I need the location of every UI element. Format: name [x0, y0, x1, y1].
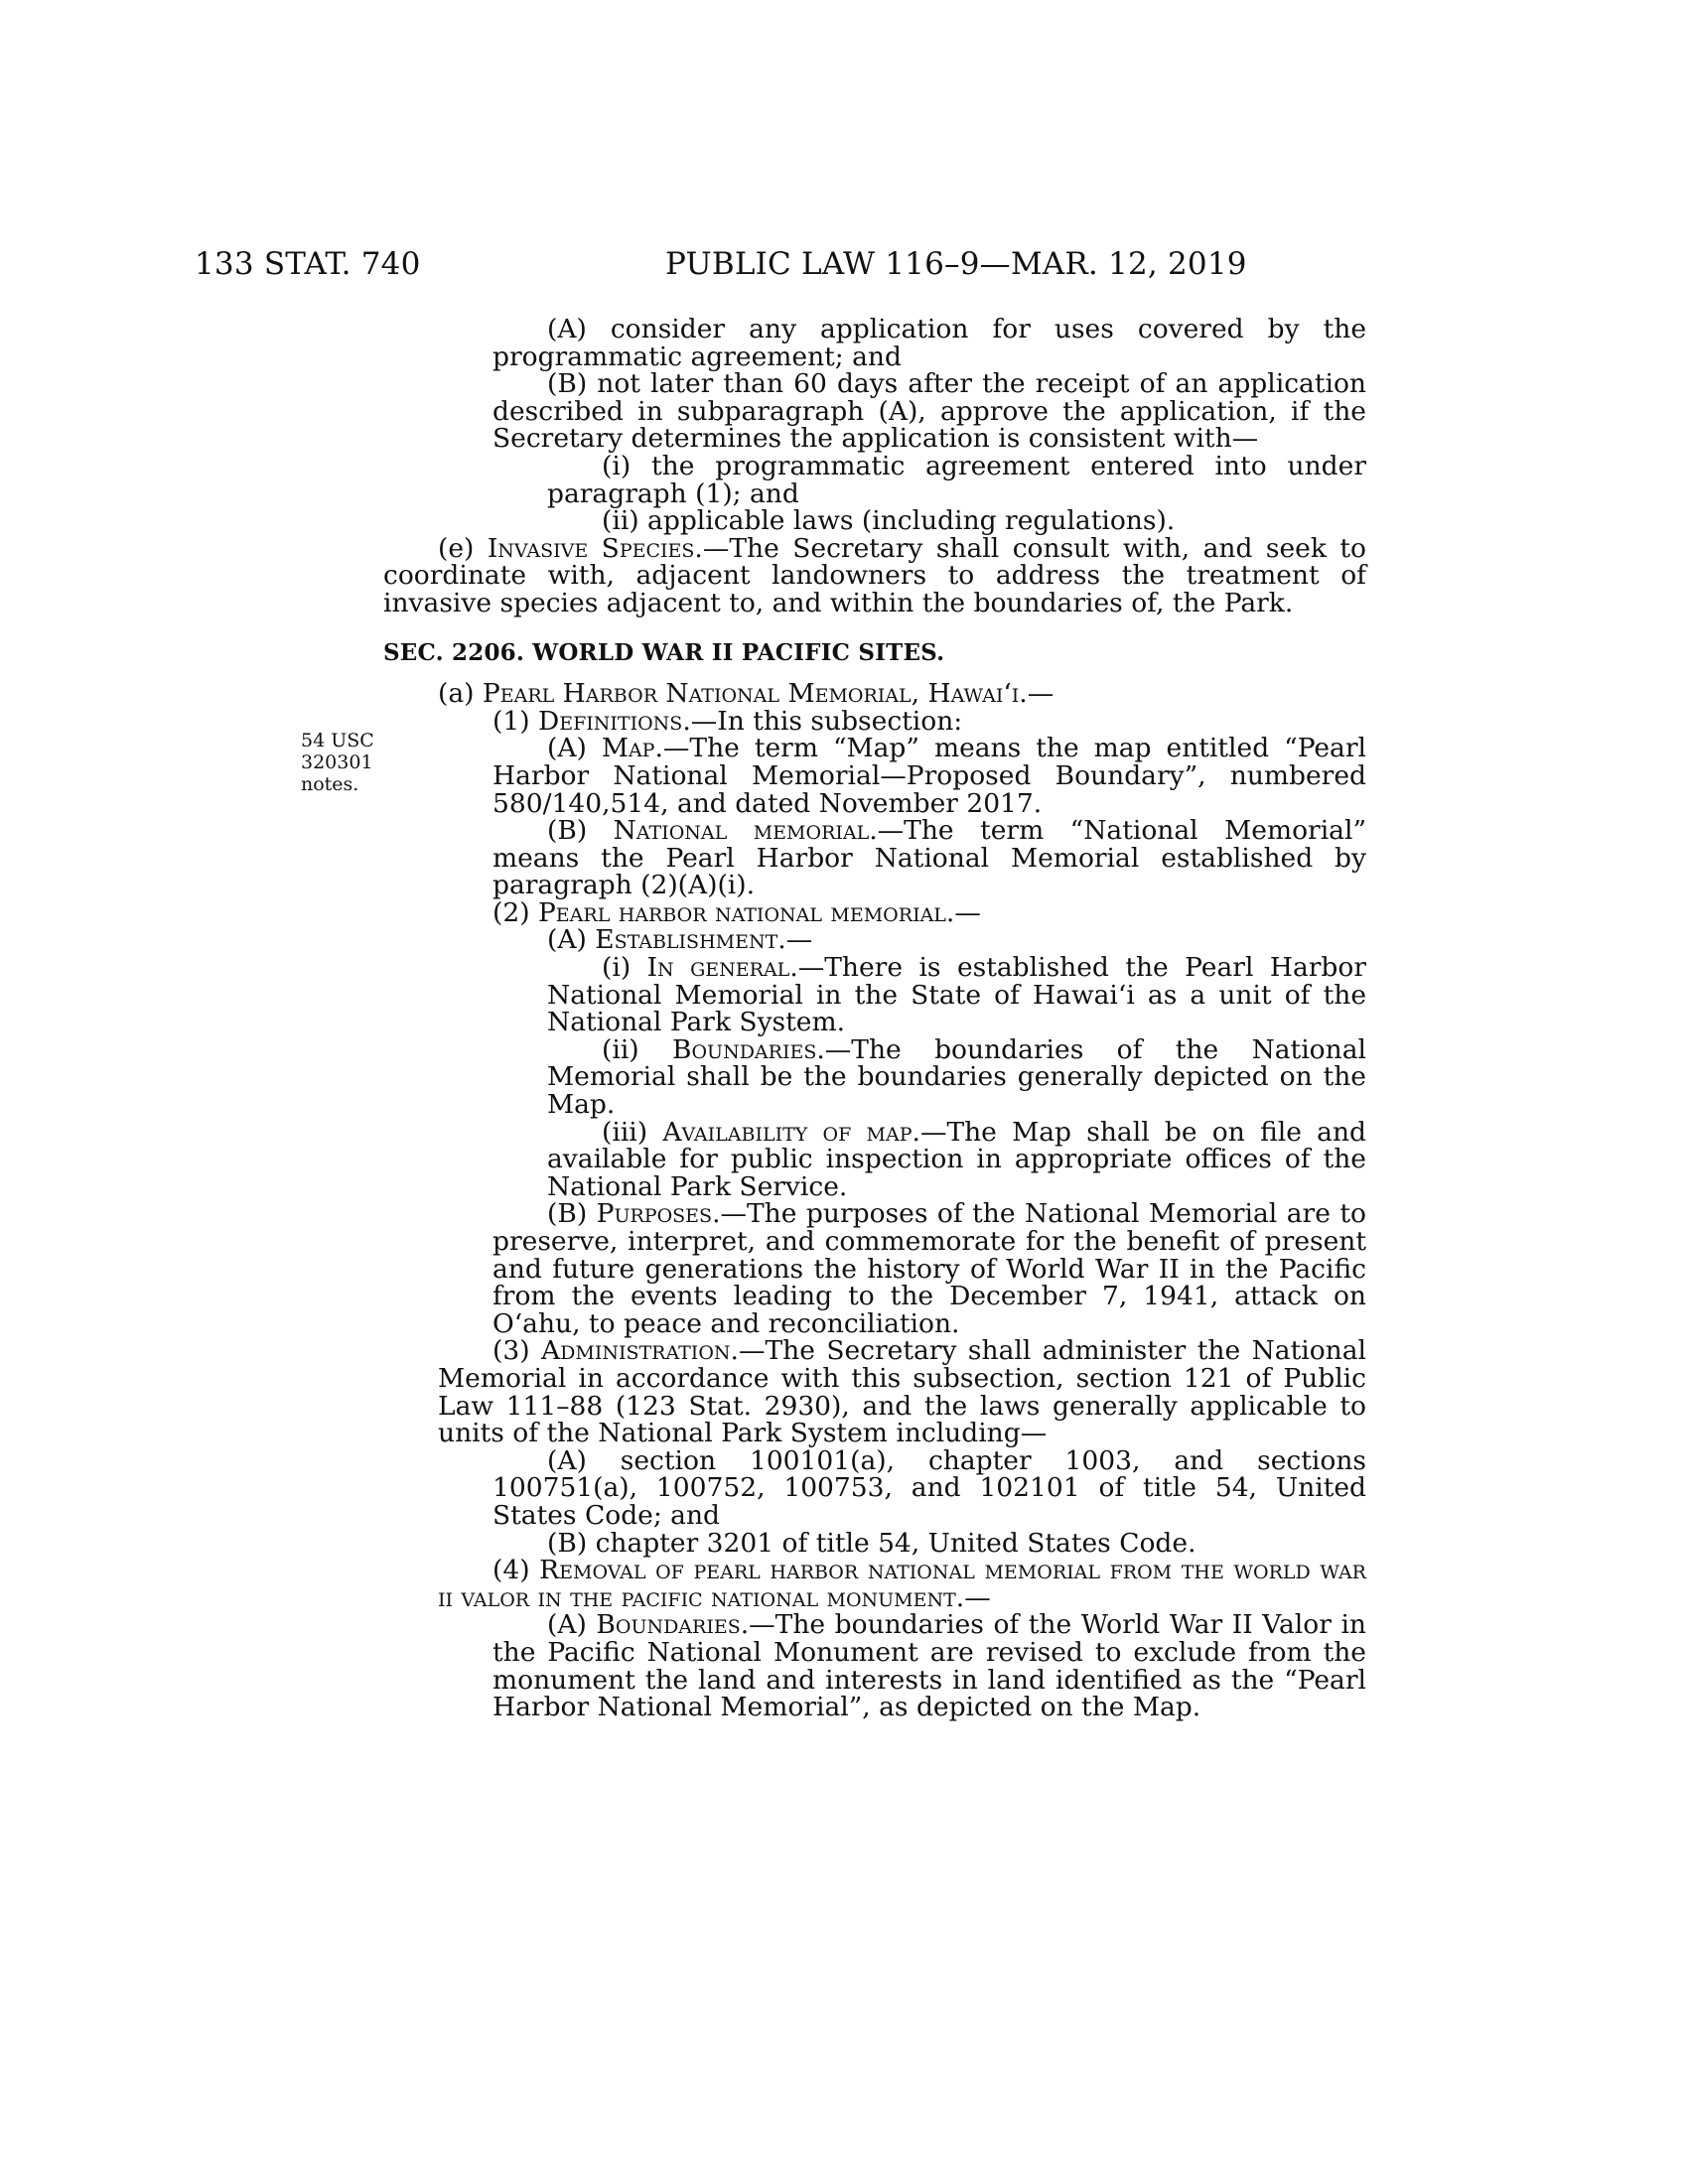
- label: (iii): [602, 1116, 663, 1148]
- caption: Definitions: [537, 705, 683, 737]
- label: (3): [492, 1335, 541, 1367]
- label: (e): [438, 532, 488, 564]
- paragraph-pre-B: (B) not later than 60 days after the receipt of an application described in subparagraph (A), approve the application, if the Secretary determines the application is consistent with—: [492, 368, 1366, 455]
- paragraph-3A: (A) section 100101(a), chapter 1003, and sections 100751(a), 100752, 100753, and 102101 of title 54, United States Code; and: [492, 1444, 1366, 1531]
- margin-note: [301, 730, 450, 795]
- paragraph-e: [383, 532, 1366, 618]
- caption: Purposes: [596, 1198, 713, 1230]
- label: (ii): [602, 1033, 672, 1065]
- caption: Map: [601, 733, 655, 764]
- text: .—The boundaries of the National Memorial shall be the boundaries generally depicted on the Map.: [547, 1033, 1366, 1121]
- text: .—The Secretary shall consult with, and seek to coordinate with, adjacent landowners to address the treatment of invasive species adjacent to, and within the boundaries of, the Park.: [383, 532, 1366, 618]
- text: .—: [945, 896, 981, 928]
- text: .—: [777, 924, 813, 956]
- text: .—The Map shall be on file and available for public inspection in appropriate offices of the National Park Service.: [547, 1116, 1366, 1202]
- text: .—In this subsection:: [682, 705, 963, 737]
- label: (a): [438, 678, 483, 710]
- section-heading: SEC. 2206. WORLD WAR II PACIFIC SITES.: [383, 638, 945, 666]
- paragraph-pre-A: (A) consider any application for uses covered by the programmatic agreement; and: [492, 314, 1366, 372]
- label: (B): [547, 1198, 597, 1230]
- caption: Pearl harbor national memorial: [537, 896, 946, 928]
- caption: Boundaries: [672, 1033, 817, 1065]
- subsection-a: [383, 680, 1366, 708]
- text: .—The term “Map” means the map entitled “Pearl Harbor National Memorial—Proposed Boundary”, numbered 580/140,514, and dated November 2017.: [492, 733, 1366, 819]
- paragraph-2Ai: [492, 954, 1366, 1036]
- paragraph-1: [438, 705, 1366, 737]
- stat-citation: 133 STAT. 740: [195, 246, 421, 282]
- label: (A): [547, 733, 602, 764]
- label: (A): [547, 924, 596, 956]
- caption: Pearl Harbor National Memorial, Hawai‘i: [482, 678, 1020, 710]
- label: (B): [547, 815, 614, 847]
- caption: Boundaries: [596, 1609, 741, 1641]
- text: .—The Secretary shall administer the National Memorial in accordance with this subsection, section 121 of Public Law 111–88 (123 Stat. 2930), and the laws generally applicable to units of the National Park System including—: [438, 1335, 1366, 1449]
- page-header: [0, 246, 1688, 286]
- caption: Administration: [541, 1335, 731, 1367]
- caption: Removal of pearl harbor national memorial from the world war ii valor in the pacific national monument: [438, 1555, 1366, 1613]
- text: .—: [1019, 678, 1055, 710]
- margin-note-line: 54 USC 320301: [301, 730, 374, 773]
- paragraph-1B: [492, 817, 1366, 899]
- caption: In general: [646, 952, 790, 984]
- paragraph-2Aii: [492, 1033, 1366, 1121]
- paragraph-2B: [492, 1200, 1366, 1337]
- text: .—The boundaries of the World War II Valor in the Pacific National Monument are revised to exclude from the monument the land and interests in land identified as the “Pearl Harbor National Memorial”, as depicted on the Map.: [492, 1609, 1366, 1723]
- caption: Invasive Species: [487, 532, 695, 564]
- document-body: [383, 314, 1367, 1723]
- text: .—There is established the Pearl Harbor National Memorial in the State of Hawai‘i as a unit of the National Park System.: [547, 952, 1367, 1038]
- paragraph-1A: [492, 735, 1366, 817]
- caption: National memorial: [613, 815, 870, 847]
- paragraph-4: [438, 1557, 1366, 1611]
- running-head: PUBLIC LAW 116–9—MAR. 12, 2019: [665, 246, 1247, 282]
- paragraph-2Aiii: [492, 1116, 1366, 1202]
- text: .—: [955, 1581, 991, 1613]
- label: (2): [492, 896, 538, 928]
- label: (i): [602, 952, 647, 984]
- paragraph-2: [438, 896, 1366, 928]
- paragraph-2A: [492, 926, 1366, 954]
- paragraph-pre-ii: (ii) applicable laws (including regulations).: [602, 505, 1176, 537]
- label: (4): [492, 1555, 540, 1586]
- paragraph-4A: [492, 1609, 1366, 1723]
- text: .—The purposes of the National Memorial are to preserve, interpret, and commemorate for the benefit of present and future generations the history of World War II in the Pacific from the events leading to the December 7, 1941, attack on O‘ahu, to peace and reconciliation.: [492, 1198, 1367, 1339]
- caption: Availability of map: [662, 1116, 913, 1148]
- text: .—The term “National Memorial” means the Pearl Harbor National Memorial established by paragraph (2)(A)(i).: [492, 815, 1366, 901]
- paragraph-3B: (B) chapter 3201 of title 54, United States Code.: [547, 1527, 1196, 1559]
- paragraph-3: [438, 1335, 1366, 1449]
- paragraph-pre-i: (i) the programmatic agreement entered into under paragraph (1); and: [547, 450, 1366, 509]
- caption: Establishment: [595, 924, 778, 956]
- label: (A): [547, 1609, 597, 1641]
- label: (1): [492, 705, 538, 737]
- margin-note-line: notes.: [301, 773, 359, 795]
